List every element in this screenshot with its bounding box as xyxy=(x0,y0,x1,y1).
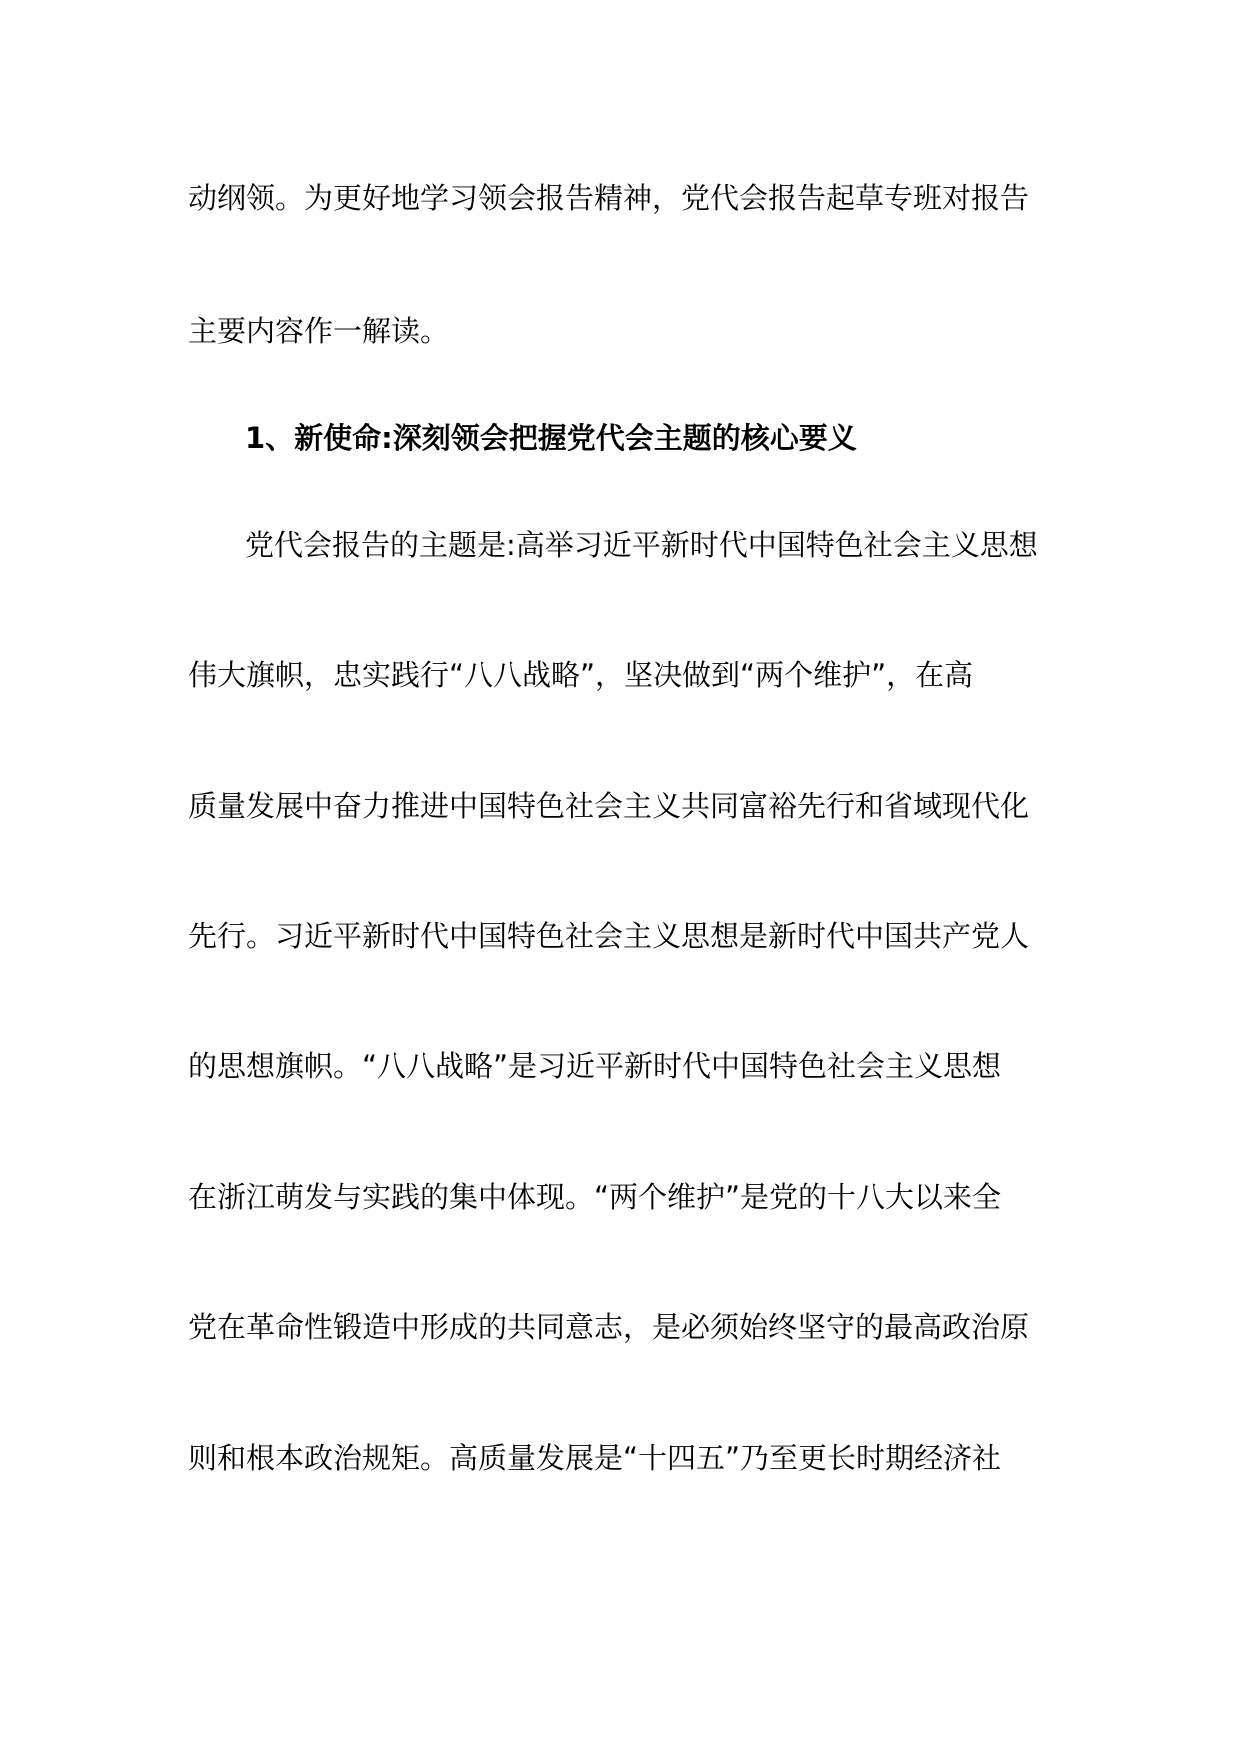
paragraph-intro-line-1: 动纲领。为更好地学习领会报告精神，党代会报告起草专班对报告 xyxy=(188,181,1030,215)
section-heading: 1、新使命:深刻领会把握党代会主题的核心要义 xyxy=(245,421,857,455)
paragraph-main-line-1: 党代会报告的主题是:高举习近平新时代中国特色社会主义思想 xyxy=(245,528,1038,562)
paragraph-main-line-5: 的思想旗帜。“八八战略”是习近平新时代中国特色社会主义思想 xyxy=(188,1049,1002,1083)
paragraph-main-line-4: 先行。习近平新时代中国特色社会主义思想是新时代中国共产党人 xyxy=(188,919,1030,953)
paragraph-main-line-3: 质量发展中奋力推进中国特色社会主义共同富裕先行和省域现代化 xyxy=(188,789,1030,823)
paragraph-main-line-8: 则和根本政治规矩。高质量发展是“十四五”乃至更长时期经济社 xyxy=(188,1441,1002,1475)
paragraph-intro-line-2: 主要内容作一解读。 xyxy=(188,314,450,348)
paragraph-main-line-7: 党在革命性锻造中形成的共同意志，是必须始终坚守的最高政治原 xyxy=(188,1310,1030,1344)
paragraph-main-line-2: 伟大旗帜，忠实践行“八八战略”，坚决做到“两个维护”，在高 xyxy=(188,658,974,692)
paragraph-main-line-6: 在浙江萌发与实践的集中体现。“两个维护”是党的十八大以来全 xyxy=(188,1180,1002,1214)
